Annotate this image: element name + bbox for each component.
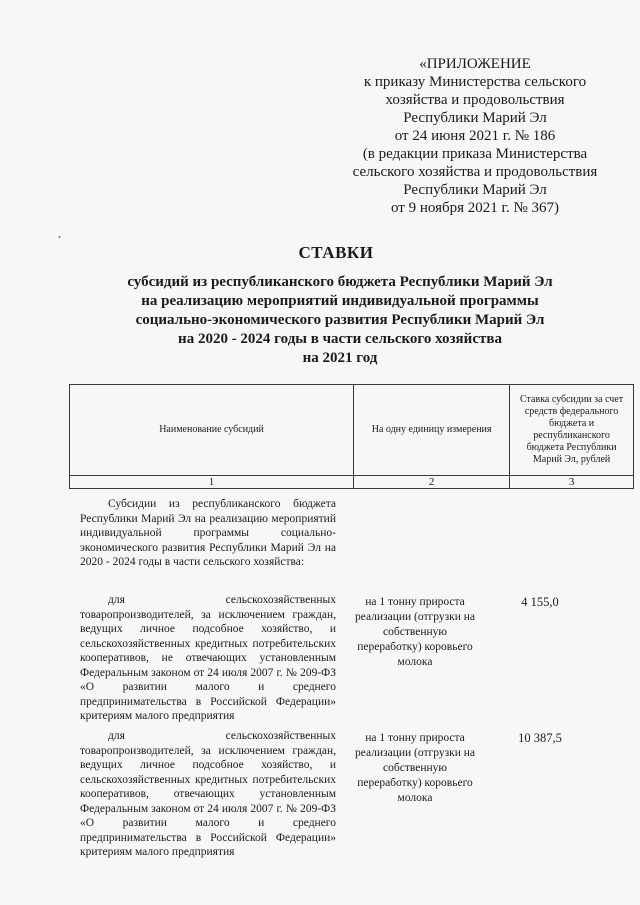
appendix-line: к приказу Министерства сельского xyxy=(363,74,587,90)
appendix-line: от 24 июня 2021 г. № 186 xyxy=(394,128,556,144)
entry-unit: на 1 тонну прироста реализации (отгрузки на собственную переработку) коровьего молока xyxy=(354,732,475,804)
header-unit: На одну единицу измерения xyxy=(354,385,510,476)
appendix-header xyxy=(330,55,620,217)
column-number: 2 xyxy=(354,476,510,489)
scan-speck: • xyxy=(58,233,61,242)
appendix-line: (в редакции приказа Министерства xyxy=(362,146,588,162)
appendix-line: Республики Марий Эл xyxy=(403,182,547,198)
header-rate: Ставка субсидии за счет средств федерального бюджета и республиканского бюджета Республики Марий Эл, рублей xyxy=(510,385,634,476)
document-title: СТАВКИ xyxy=(298,243,374,262)
entry-description: для сельскохозяйственных товаропроизводителей, за исключением граждан, ведущих личное подсобное хозяйство, и сельскохозяйственных кредитных потребительских кооперативов, отвечающих установленным Федеральным законом от 24 июля 2007 г. № 209-ФЗ «О развитии малого и среднего предпринимательства в Российской Федерации» критериям малого предприятия xyxy=(80,730,336,858)
document-subtitle xyxy=(95,273,585,368)
subtitle-line: на реализацию мероприятий индивидуальной программы xyxy=(141,293,539,309)
subtitle-line: субсидий из республиканского бюджета Республики Марий Эл xyxy=(127,274,553,290)
rates-table-header xyxy=(69,384,634,489)
column-number: 1 xyxy=(70,476,354,489)
appendix-line: «ПРИЛОЖЕНИЕ xyxy=(419,56,531,72)
appendix-line: хозяйства и продовольствия xyxy=(385,92,565,108)
entry-rate: 10 387,5 xyxy=(518,731,562,745)
entry-description: для сельскохозяйственных товаропроизводителей, за исключением граждан, ведущих личное подсобное хозяйство, и сельскохозяйственных кредитных потребительских кооперативов, не отвечающих установленным Федеральным законом от 24 июля 2007 г. № 209-ФЗ «О развитии малого и среднего предпринимательства в Российской Федерации» критериям малого предприятия xyxy=(80,594,336,722)
subtitle-line: социально-экономического развития Республики Марий Эл xyxy=(135,312,545,328)
appendix-line: Республики Марий Эл xyxy=(403,110,547,126)
intro-paragraph: Субсидии из республиканского бюджета Республики Марий Эл на реализацию мероприятий индивидуальной программы социально-экономического развития Республики Марий Эл на 2020 - 2024 годы в части сельского хозяйства: xyxy=(80,498,336,568)
table-column-numbers-row xyxy=(70,476,634,489)
header-subsidy-name: Наименование субсидий xyxy=(70,385,354,476)
column-number: 3 xyxy=(510,476,634,489)
subtitle-line: на 2020 - 2024 годы в части сельского хозяйства xyxy=(178,331,502,347)
subtitle-line: на 2021 год xyxy=(302,350,378,366)
entry-rate: 4 155,0 xyxy=(521,595,559,609)
appendix-line: от 9 ноября 2021 г. № 367) xyxy=(390,200,560,216)
table-header-row xyxy=(70,385,634,476)
entry-unit: на 1 тонну прироста реализации (отгрузки на собственную переработку) коровьего молока xyxy=(354,596,475,668)
appendix-line: сельского хозяйства и продовольствия xyxy=(352,164,598,180)
